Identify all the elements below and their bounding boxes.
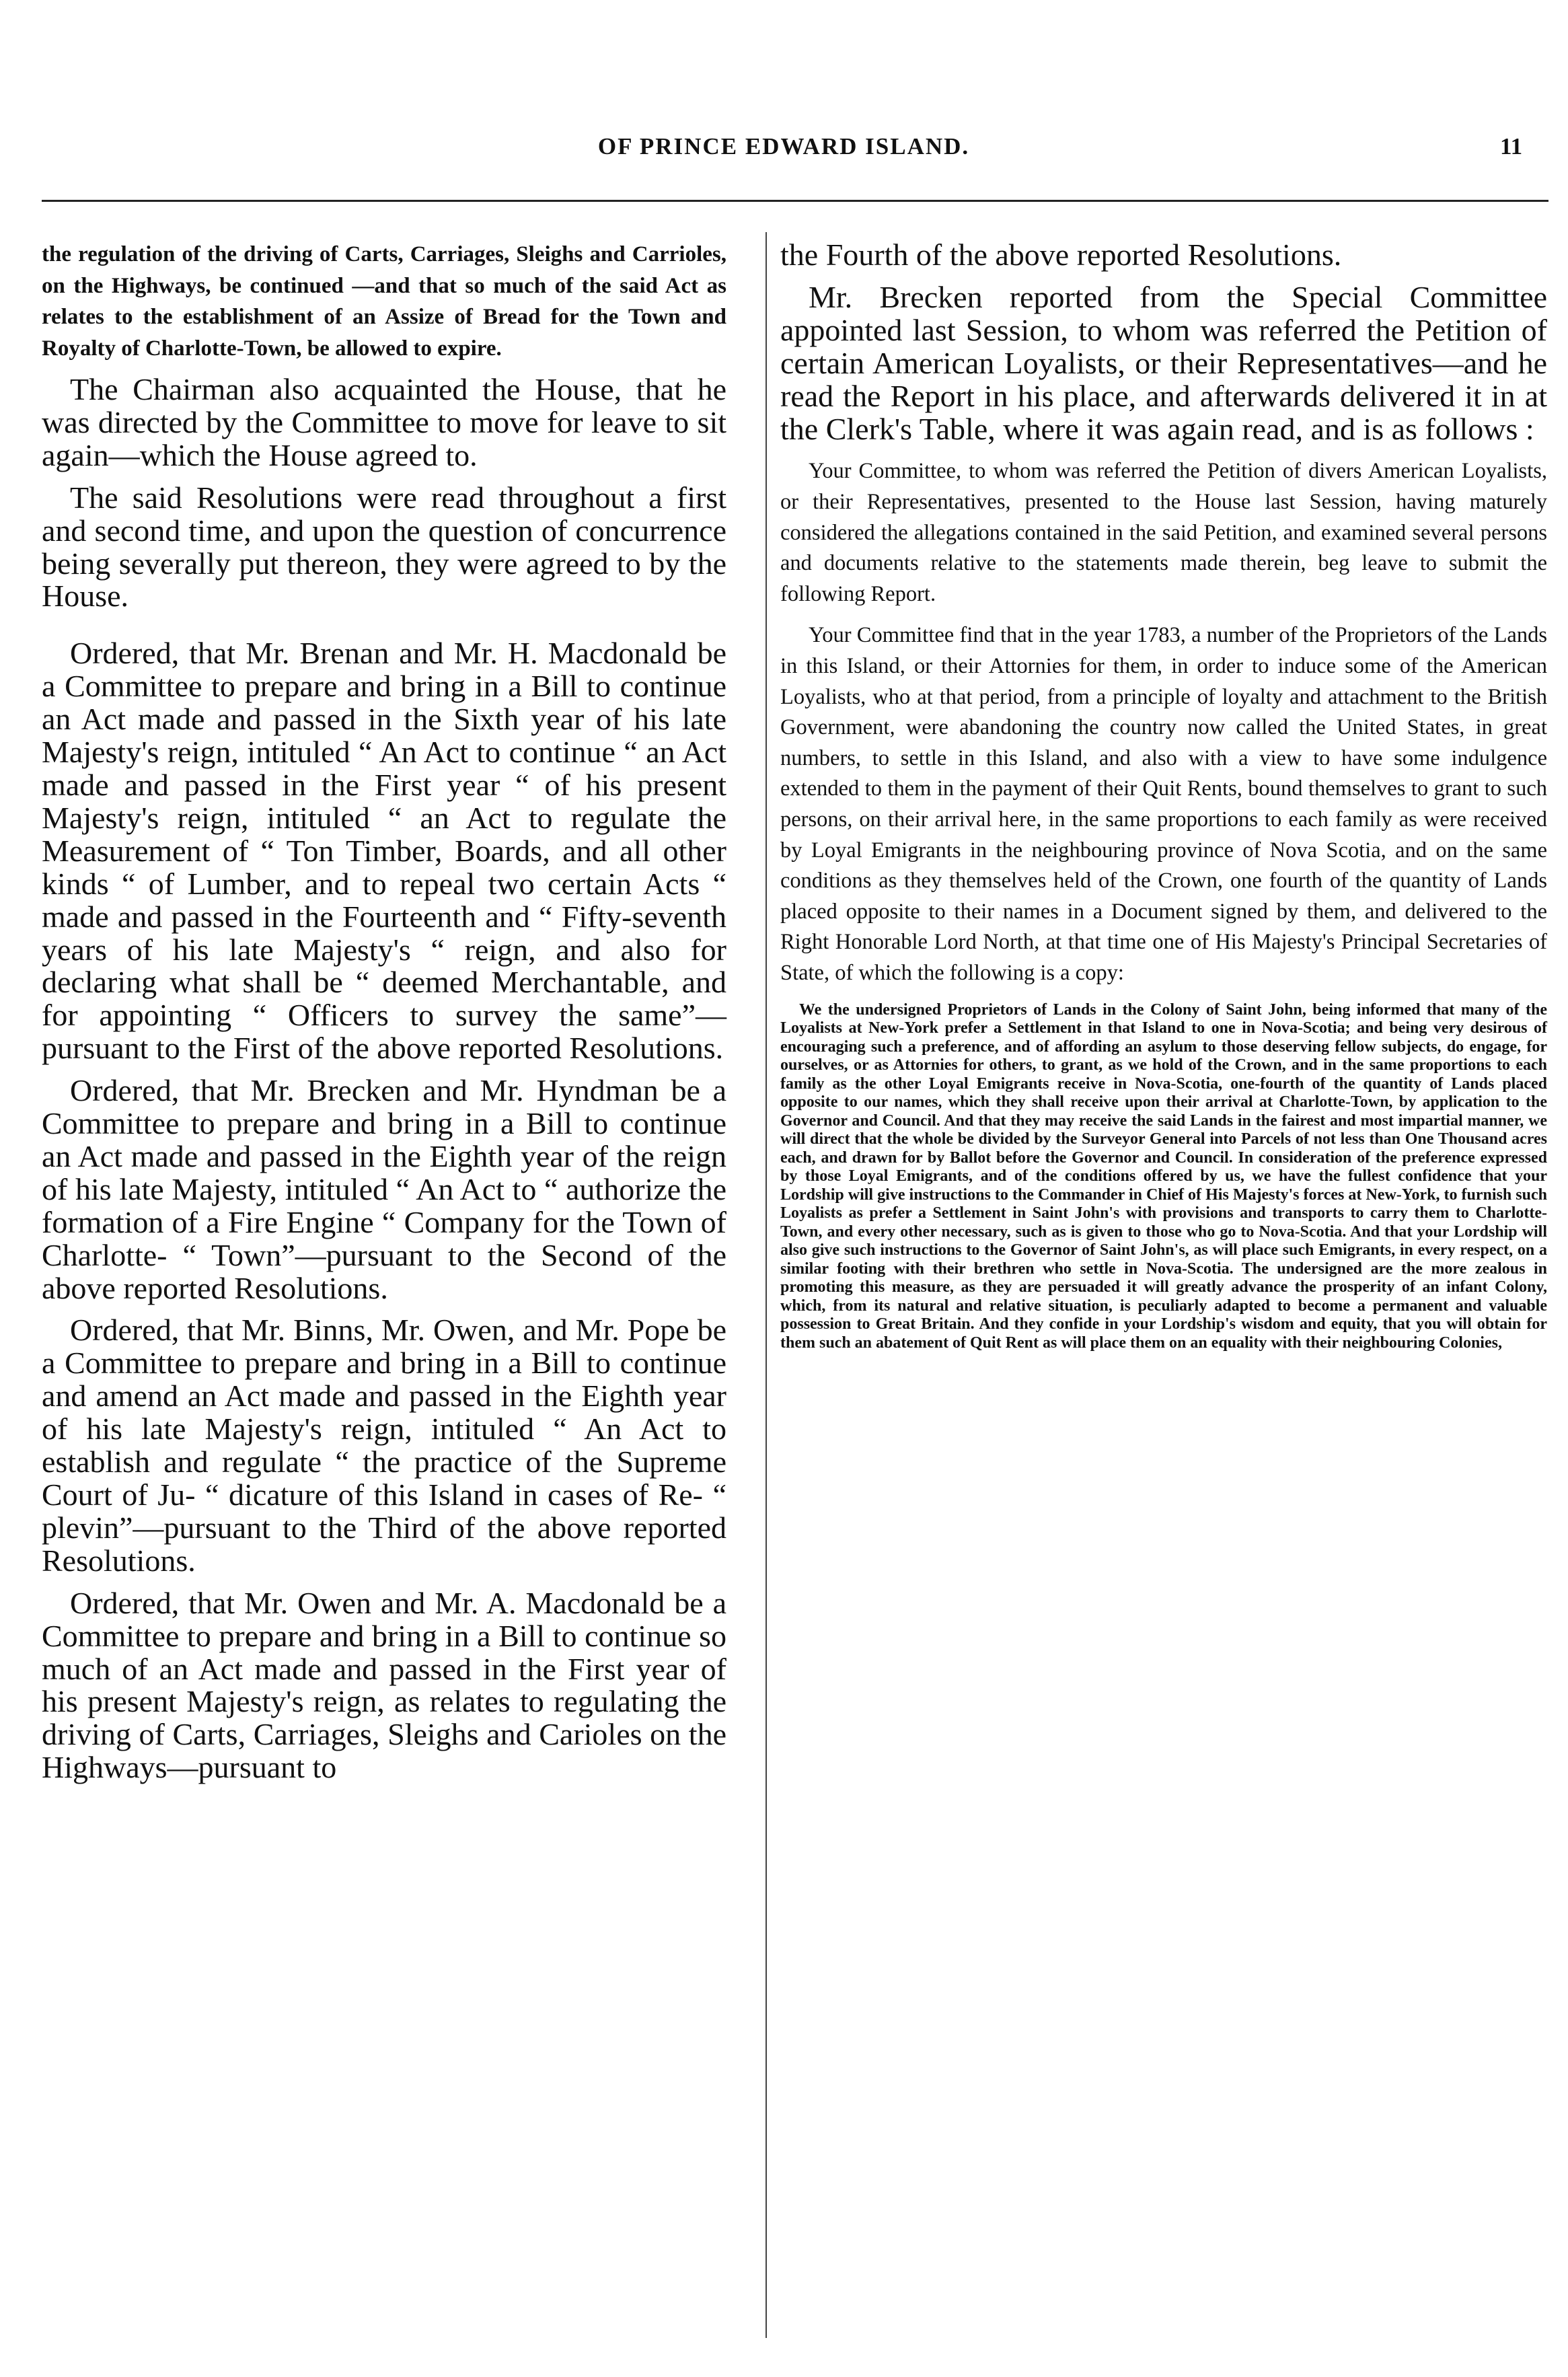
- left-paragraph-7: Ordered, that Mr. Owen and Mr. A. Macdonald be a Committee to prepare and bring in a Bill to continue so much of an Act made and passed in the First year of his present Majesty's reign, as relates to regulating the driving of Carts, Carriages, Sleighs and Carioles on the Highways—pursuant to: [42, 1585, 726, 1785]
- column-divider: [766, 232, 767, 2338]
- page-header: [0, 133, 1568, 174]
- header-rule: [42, 200, 1548, 202]
- page-number: 11: [1500, 133, 1523, 159]
- right-paragraph-1: the Fourth of the above reported Resolutions.: [780, 237, 1342, 272]
- running-title: OF PRINCE EDWARD ISLAND.: [597, 133, 970, 159]
- right-paragraph-3: Your Committee, to whom was referred the Petition of divers American Loyalists, or their Representatives, presented to the House last Session, having maturely considered the allegations contained in the said Petition, and examined several persons and documents relative to the statements made therein, beg leave to submit the following Report.: [780, 459, 1547, 606]
- right-paragraph-5: We the undersigned Proprietors of Lands in the Colony of Saint John, being informed that many of the Loyalists at New-York prefer a Settlement in that Island to one in Nova-Scotia; and being very desirous of encouraging such a preference, and of affording an asylum to those deserving fellow subjects, do engage, for ourselves, or as Attornies for others, to grant, as we hold of the Crown, and in the same proportions to each family as the other Loyal Emigrants receive in Nova-Scotia, one-fourth of the quantity of Lands placed opposite to our names, which they shall receive upon their arrival at Charlotte-Town, by application to the Governor and Council. And that they may receive the said Lands in the fairest and most impartial manner, we will direct that the whole be divided by the Surveyor General into Parcels of not less than One Thousand acres each, and drawn for by Ballot before the Governor and Council. In consideration of the preference expressed by those Loyal Emigrants, and of the conditions offered by us, we have the fullest confidence that your Lordship will give instructions to the Commander in Chief of His Majesty's forces at New-York, to furnish such Loyalists as prefer a Settlement in Saint John's with provisions and transports to carry them to Charlotte-Town, and every other necessary, such as is given to those who go to Nova-Scotia. And that your Lordship will also give such instructions to the Governor of Saint John's, as will place such Emigrants, in every respect, on a similar footing with their brethren who settle in Nova-Scotia. The undersigned are the more zealous in promoting this measure, as they are persuaded it will greatly advance the prosperity of an infant Colony, which, from its natural and relative situation, is peculiarly adapted to become a permanent and valuable possession to Great Britain. And they confide in your Lordship's wisdom and equity, that you will obtain for them such an abatement of Quit Rent as will place them on an equality with their neighbouring Colonies,: [780, 1000, 1547, 1352]
- left-paragraph-1: the regulation of the driving of Carts, Carriages, Sleighs and Carrioles, on the Highways, be continued —and that so much of the said Act as relates to the establishment of an Assize of Bread for the Town and Royalty of Charlotte-Town, be allowed to expire.: [42, 242, 726, 361]
- left-paragraph-3: The said Resolutions were read throughout a first and second time, and upon the question of concurrence being severally put thereon, they were agreed to by the House.: [42, 480, 726, 614]
- left-paragraph-5: Ordered, that Mr. Brecken and Mr. Hyndman be a Committee to prepare and bring in a Bill to continue an Act made and passed in the Eighth year of the reign of his late Majesty, intituled “ An Act to “ authorize the formation of a Fire Engine “ Company for the Town of Charlotte- “ Town”—pursuant to the Second of the above reported Resolutions.: [42, 1073, 726, 1305]
- left-column: [42, 239, 726, 1784]
- left-paragraph-2: The Chairman also acquainted the House, that he was directed by the Committee to move for leave to sit again—which the House agreed to.: [42, 372, 726, 472]
- left-paragraph-4: Ordered, that Mr. Brenan and Mr. H. Macdonald be a Committee to prepare and bring in a Bill to continue an Act made and passed in the Sixth year of his late Majesty's reign, intituled “ An Act to continue “ an Act made and passed in the First year “ of his present Majesty's reign, intituled “ an Act to regulate the Measurement of “ Ton Timber, Boards, and all other kinds “ of Lumber, and to repeal two certain Acts “ made and passed in the Fourteenth and “ Fifty-seventh years of his late Majesty's “ reign, and also for declaring what shall be “ deemed Merchantable, and for appointing “ Officers to survey the same”—pursuant to the First of the above reported Resolutions.: [42, 636, 726, 1066]
- left-paragraph-6: Ordered, that Mr. Binns, Mr. Owen, and Mr. Pope be a Committee to prepare and bring in a Bill to continue and amend an Act made and passed in the Eighth year of his late Majesty's reign, intituled “ An Act to establish and regulate “ the practice of the Supreme Court of Ju- “ dicature of this Island in cases of Re- “ plevin”—pursuant to the Third of the above reported Resolutions.: [42, 1313, 726, 1578]
- right-paragraph-4: Your Committee find that in the year 1783, a number of the Proprietors of the Lands in this Island, or their Attornies for them, in order to induce some of the American Loyalists, who at that period, from a principle of loyalty and attachment to the British Government, were abandoning the country now called the United States, in great numbers, to settle in this Island, and also with a view to have some indulgence extended to them in the payment of their Quit Rents, bound themselves to grant to such persons, on their arrival here, in the same proportions to each family as were received by Loyal Emigrants in the neighbouring province of Nova Scotia, and on the same conditions as they themselves held of the Crown, one fourth of the quantity of Lands placed opposite to their names in a Document signed by them, and delivered to the Right Honorable Lord North, at that time one of His Majesty's Principal Secretaries of State, of which the following is a copy:: [780, 623, 1547, 985]
- right-column: [780, 239, 1547, 1352]
- right-paragraph-2: Mr. Brecken reported from the Special Committee appointed last Session, to whom was referred the Petition of certain American Loyalists, or their Representatives—and he read the Report in his place, and afterwards delivered it in at the Clerk's Table, where it was again read, and is as follows :: [780, 279, 1547, 446]
